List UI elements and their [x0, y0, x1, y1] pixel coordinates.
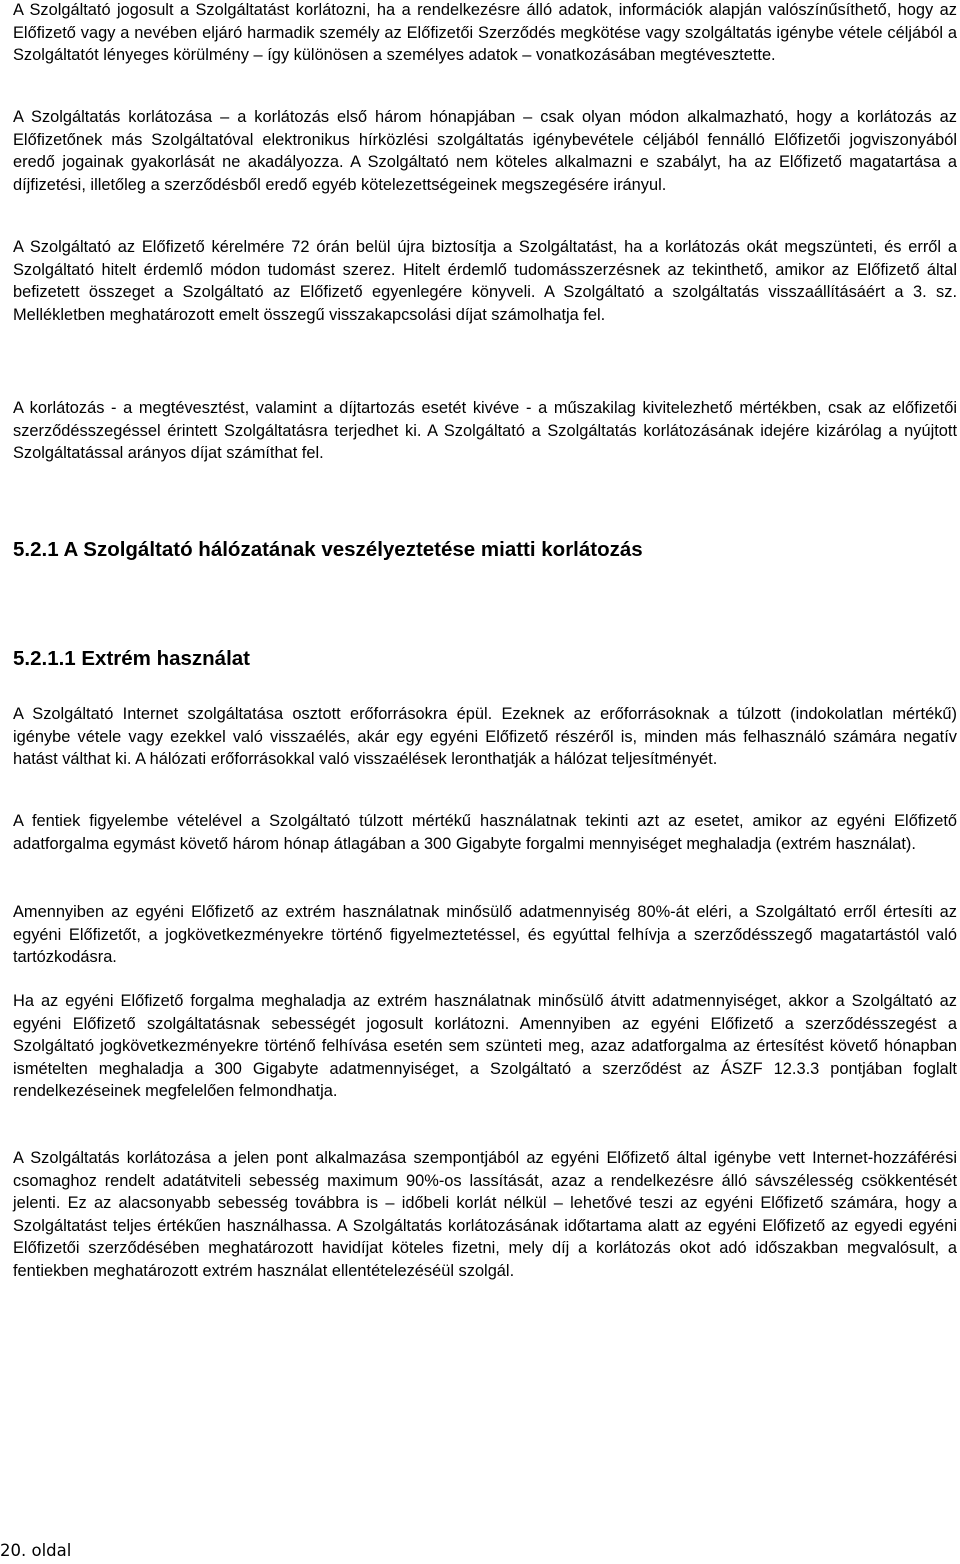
paragraph-speed-limitation: Ha az egyéni Előfizető forgalma meghaladja az extrém használatnak minősülő átvitt adatmennyiséget, akkor a Szolgáltató az egyéni Előfizető szolgáltatásnak sebességét jogosult korlátozni. Amennyiben az egyéni Előfizető a szerződésszegést a Szolgáltató jogkövetkezményekre történő felhívása esetén sem szünteti meg, azaz adatforgalma az értesítést követő hónapban ismételten meghaladja a 300 Gigabyte adatmennyiséget, a Szolgáltató a szerződést az ÁSZF 12.3.3 pontjában foglalt rendelkezéseinek megfelelően felmondhatja. [13, 992, 957, 1101]
section-heading-network-endangerment: 5.2.1 A Szolgáltató hálózatának veszélyeztetése miatti korlátozás [13, 538, 643, 561]
paragraph-service-restoration: A Szolgáltató az Előfizető kérelmére 72 órán belül újra biztosítja a Szolgáltatást, ha a korlátozás okát megszünteti, és erről a Szolgáltató hitelt érdemlő módon tudomást szerez. Hitelt érdemlő tudomásszerzésnek az tekinthető, amikor az Előfizető által befizetett összeget a Szolgáltató az Előfizető egyenlegére könyveli. A Szolgáltató a szolgáltatás visszaállításáért a 3. sz. Mellékletben meghatározott emelt összegű visszakapcsolási díjat számolhatja fel. [13, 238, 957, 324]
paragraph-restriction-scope: A korlátozás - a megtévesztést, valamint a díjtartozás esetét kivéve - a műszakilag kivitelezhető mértékben, csak az előfizetői szerződésszegéssel érintett Szolgáltatásra terjedhet ki. A Szolgáltató a Szolgáltatás korlátozásának idejére kizárólag a nyújtott Szolgáltatással arányos díjat számíthat fel. [13, 399, 957, 463]
paragraph-shared-resources: A Szolgáltató Internet szolgáltatása osztott erőforrásokra épül. Ezeknek az erőforrásoknak a túlzott (indokolatlan mértékű) igénybe vétele vagy ezekkel való visszaélés, akár egy egyéni Előfizető részéről is, minden más felhasználó számára negatív hatást válthat ki. A hálózati erőforrásokkal való visszaélések leronthatják a hálózat teljesítményét. [13, 705, 957, 769]
paragraph-restriction-meaning: A Szolgáltatás korlátozása a jelen pont alkalmazása szempontjából az egyéni Előfizető által igénybe vett Internet-hozzáférési csomaghoz rendelt adatátviteli sebesség maximum 90%-os lassítását, azaz a rendelkezésre álló sávszélesség csökkentését jelenti. Ez az alacsonyabb sebesség továbbra is – időbeli korlát nélkül – lehetővé teszi az egyéni Előfizető számára, hogy a Szolgáltatást teljes értékűen használhassa. A Szolgáltatás korlátozásának időtartama alatt az egyéni Előfizető az egyedi egyéni Előfizetői szerződésében meghatározott havidíjat köteles fizetni, mely díj a korlátozás okot adó időszakban megvalósult, a fentiekben meghatározott extrém használat ellentételezéséül szolgál. [13, 1149, 957, 1280]
paragraph-restriction-first-three-months: A Szolgáltatás korlátozása – a korlátozás első három hónapjában – csak olyan módon alkalmazható, hogy a korlátozás az Előfizetőnek más Szolgáltatóval elektronikus hírközlési szolgáltatás igénybevétele céljából fennálló Előfizetői jogviszonyából eredő jogainak gyakorlását ne akadályozza. A Szolgáltató nem köteles alkalmazni e szabályt, ha az Előfizető magatartása a díjfizetési, illetőleg a szerződésből eredő egyéb kötelezettségeinek megszegésére irányul. [13, 108, 957, 194]
page-number: 20. oldal [0, 1541, 72, 1560]
paragraph-misleading-restriction: A Szolgáltató jogosult a Szolgáltatást korlátozni, ha a rendelkezésre álló adatok, információk alapján valószínűsíthető, hogy az Előfizető vagy a nevében eljáró harmadik személy az Előfizetői Szerződés megkötése vagy szolgáltatás igénybe vétele céljából a Szolgáltatót lényeges körülmény – így különösen a személyes adatok – vonatkozásában megtévesztette. [13, 1, 957, 65]
subsection-heading-extreme-usage: 5.2.1.1 Extrém használat [13, 647, 251, 670]
paragraph-usage-warning: Amennyiben az egyéni Előfizető az extrém használatnak minősülő adatmennyiség 80%-át eléri, a Szolgáltató erről értesíti az egyéni Előfizetőt, a jogkövetkezményekre történő figyelmeztetéssel, és egyúttal felhívja a szerződésszegő magatartástól való tartózkodásra. [13, 903, 957, 967]
paragraph-excessive-usage-definition: A fentiek figyelembe vételével a Szolgáltató túlzott mértékű használatnak tekinti azt az esetet, amikor az egyéni Előfizető adatforgalma egymást követő három hónap átlagában a 300 Gigabyte forgalmi mennyiséget meghaladja (extrém használat). [13, 812, 957, 853]
